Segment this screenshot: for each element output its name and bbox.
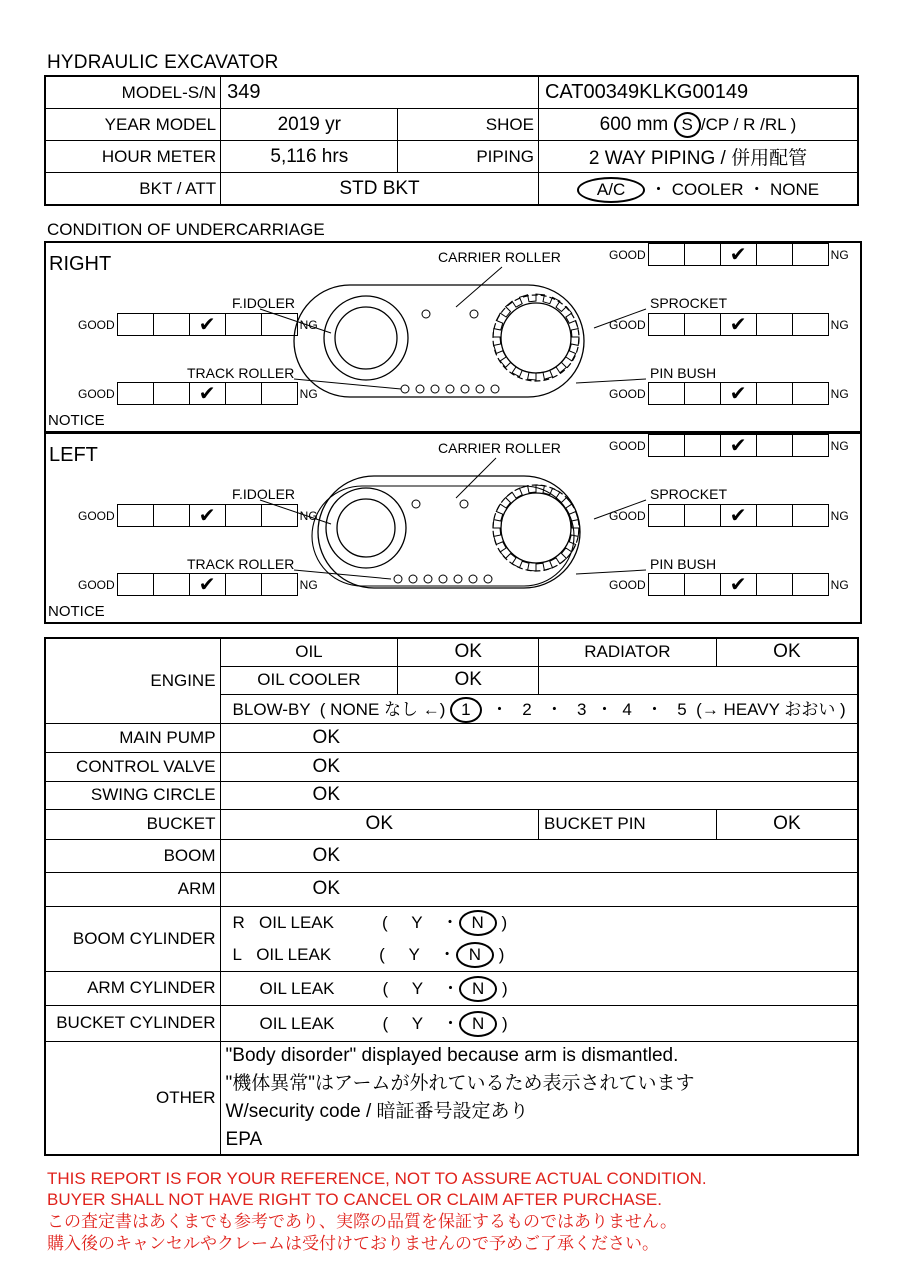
- left-pin-bush-rating-cell-1[interactable]: [649, 574, 685, 595]
- right-sprocket-rating-cell-2[interactable]: [685, 314, 721, 335]
- disclaimer-line-3: この査定書はあくまでも参考であり、実際の品質を保証するものではありません。: [47, 1212, 678, 1231]
- right-carrier-roller-rating[interactable]: [609, 243, 849, 266]
- bkt-value: STD BKT: [221, 173, 539, 206]
- right-sprocket-rating-cell-4[interactable]: [757, 314, 793, 335]
- bucket-cylinder-label: BUCKET CYLINDER: [45, 1005, 220, 1041]
- left-carrier-roller-rating-cell-2[interactable]: [685, 435, 721, 456]
- blowby-option-5: 5: [677, 699, 687, 719]
- bucket-label: BUCKET: [45, 809, 220, 839]
- boom-r-prefix: R: [232, 912, 245, 932]
- shoe-option-s: S: [674, 112, 701, 138]
- ac-option: A/C: [577, 177, 645, 203]
- arm-leak-answer: N: [459, 976, 497, 1002]
- left-carrier-roller-rating-cell-3[interactable]: [721, 435, 757, 456]
- blowby-none: ( NONE なし ←): [319, 699, 446, 719]
- undercarriage-left-panel: [44, 432, 862, 624]
- left-sprocket-label: SPROCKET: [650, 486, 728, 502]
- main-pump-label: MAIN PUMP: [45, 723, 220, 752]
- check-mark-icon: ✔: [729, 574, 747, 596]
- left-f-idoler-rating-ng-label: NG: [299, 508, 318, 523]
- undercarriage-title: CONDITION OF UNDERCARRIAGE: [47, 220, 325, 239]
- shoe-cell: 600 mm S /CP / R /RL ): [538, 109, 858, 141]
- shoe-option-cp: CP: [705, 114, 729, 134]
- bkt-label: BKT / ATT: [45, 173, 221, 206]
- piping-value: 2 WAY PIPING / 併用配管: [538, 141, 858, 173]
- document-title: HYDRAULIC EXCAVATOR: [47, 52, 279, 73]
- left-notice-label: NOTICE: [48, 603, 105, 620]
- right-carrier-roller-rating-cell-1[interactable]: [649, 244, 685, 265]
- right-pin-bush-rating-cell-1[interactable]: [649, 383, 685, 404]
- left-f-idoler-rating-good-label: GOOD: [78, 508, 115, 523]
- bucket-oil-leak: OIL LEAK: [259, 1014, 335, 1033]
- sprocket-teeth: [493, 485, 579, 571]
- blowby-option-4: 4: [622, 699, 632, 719]
- hour-label: HOUR METER: [45, 141, 221, 173]
- disclaimer-line-2: BUYER SHALL NOT HAVE RIGHT TO CANCEL OR CLAIM AFTER PURCHASE.: [47, 1190, 662, 1209]
- left-track-roller-rating-cell-2[interactable]: [154, 574, 190, 595]
- right-pin-bush-rating-cell-2[interactable]: [685, 383, 721, 404]
- arm-cylinder-cell: OIL LEAK ( Y ・ N ): [220, 971, 858, 1005]
- right-pin-bush-label: PIN BUSH: [650, 365, 717, 381]
- left-carrier-roller-rating-cell-1[interactable]: [649, 435, 685, 456]
- left-track-roller-label: TRACK ROLLER: [187, 556, 295, 572]
- blowby-option-3: 3: [577, 699, 587, 719]
- boom-l-oil-leak: OIL LEAK: [256, 944, 332, 964]
- model-sn-label: MODEL-S/N: [45, 76, 221, 109]
- shoe-option-rl: RL: [764, 114, 786, 134]
- left-pin-bush-rating-cell-2[interactable]: [685, 574, 721, 595]
- left-track-roller-rating-cell-5[interactable]: [262, 574, 297, 595]
- left-track-roller-rating-ng-label: NG: [299, 577, 318, 592]
- right-f-idoler-label: F.IDOLER: [232, 295, 296, 311]
- shoe-label: SHOE: [398, 109, 538, 141]
- oil-value: OK: [398, 638, 539, 666]
- right-carrier-roller-rating-ng-label: NG: [830, 247, 849, 262]
- cooler-option: COOLER: [671, 179, 744, 199]
- boom-value: OK: [220, 839, 858, 872]
- model-value: 349: [221, 76, 539, 109]
- shoe-value: 600 mm: [599, 113, 669, 135]
- right-pin-bush-rating-ng-label: NG: [830, 386, 849, 401]
- right-f-idoler-rating-cell-2[interactable]: [154, 314, 190, 335]
- arm-value: OK: [220, 872, 858, 906]
- other-notes: [220, 1041, 858, 1155]
- left-pin-bush-rating-cell-5[interactable]: [793, 574, 828, 595]
- left-f-idoler-rating-cell-1[interactable]: [118, 505, 154, 526]
- right-sprocket-label: SPROCKET: [650, 295, 728, 311]
- left-sprocket-rating[interactable]: [609, 504, 849, 527]
- bucket-yes: Y: [411, 1014, 424, 1033]
- right-carrier-roller-rating-cell-4[interactable]: [757, 244, 793, 265]
- left-f-idoler-rating-cell-3[interactable]: [190, 505, 226, 526]
- left-carrier-roller-rating-cell-5[interactable]: [793, 435, 828, 456]
- right-sprocket-rating[interactable]: [609, 313, 849, 336]
- right-pin-bush-rating-cell-3[interactable]: [721, 383, 757, 404]
- blowby-label: BLOW-BY: [232, 699, 311, 719]
- check-mark-icon: ✔: [198, 383, 216, 405]
- left-f-idoler-rating-cell-2[interactable]: [154, 505, 190, 526]
- oil-cooler-value: OK: [398, 666, 539, 694]
- boom-cylinder-cell: R OIL LEAK ( Y ・ N ) L OIL LEAK ( Y ・ N ): [220, 906, 858, 971]
- right-track-roller-rating-cell-5[interactable]: [262, 383, 297, 404]
- left-carrier-roller-rating[interactable]: [609, 434, 849, 457]
- shoe-option-r: R: [743, 114, 756, 134]
- right-carrier-roller-rating-cell-5[interactable]: [793, 244, 828, 265]
- right-track-roller-rating-cell-3[interactable]: [190, 383, 226, 404]
- left-carrier-roller-rating-cell-4[interactable]: [757, 435, 793, 456]
- check-mark-icon: ✔: [729, 435, 747, 457]
- other-line-4: EPA: [225, 1128, 263, 1150]
- check-mark-icon: ✔: [729, 383, 747, 405]
- boom-cylinder-label: BOOM CYLINDER: [45, 906, 220, 971]
- left-pin-bush-rating-ng-label: NG: [830, 577, 849, 592]
- right-f-idoler-rating-good-label: GOOD: [78, 317, 115, 332]
- right-carrier-roller-rating-cell-2[interactable]: [685, 244, 721, 265]
- year-label: YEAR MODEL: [45, 109, 221, 141]
- right-sprocket-rating-cell-3[interactable]: [721, 314, 757, 335]
- left-sprocket-rating-cell-1[interactable]: [649, 505, 685, 526]
- right-carrier-roller-label: CARRIER ROLLER: [438, 249, 561, 265]
- right-sprocket-rating-cell-1[interactable]: [649, 314, 685, 335]
- boom-r-oil-leak: OIL LEAK: [259, 912, 334, 932]
- right-track-roller-rating[interactable]: [78, 382, 318, 405]
- control-valve-label: CONTROL VALVE: [45, 752, 220, 781]
- left-sprocket-rating-cell-3[interactable]: [721, 505, 757, 526]
- boom-r-leak-answer: N: [459, 910, 497, 936]
- left-pin-bush-rating-cell-3[interactable]: [721, 574, 757, 595]
- right-f-idoler-rating-cell-3[interactable]: [190, 314, 226, 335]
- left-track-roller-rating-cell-4[interactable]: [226, 574, 262, 595]
- bucket-value: OK: [220, 809, 538, 839]
- left-track-roller-rating-cell-3[interactable]: [190, 574, 226, 595]
- condition-table: [44, 637, 859, 1156]
- serial-value: CAT00349KLKG00149: [538, 76, 858, 109]
- left-sprocket-rating-ng-label: NG: [830, 508, 849, 523]
- swing-circle-label: SWING CIRCLE: [45, 781, 220, 809]
- boom-r-yes: Y: [411, 912, 423, 932]
- disclaimer-line-4: 購入後のキャンセルやクレームは受付けておりませんので予めご了承ください。: [47, 1234, 659, 1253]
- oil-cooler-label: OIL COOLER: [220, 666, 398, 694]
- right-side-label: RIGHT: [49, 253, 112, 275]
- left-pin-bush-rating[interactable]: [609, 573, 849, 596]
- undercarriage-right-panel: [44, 241, 862, 433]
- left-f-idoler-rating-cell-5[interactable]: [262, 505, 297, 526]
- left-sprocket-rating-cell-2[interactable]: [685, 505, 721, 526]
- oil-label: OIL: [220, 638, 398, 666]
- check-mark-icon: ✔: [729, 314, 747, 336]
- year-value: 2019 yr: [221, 109, 398, 141]
- blowby-heavy: (→ HEAVY おおい ): [696, 699, 846, 719]
- other-line-2: "機体異常"はアームが外れているため表示されています: [225, 1072, 695, 1094]
- radiator-value: OK: [716, 638, 858, 666]
- bucket-cylinder-cell: OIL LEAK ( Y ・ N ): [220, 1005, 858, 1041]
- right-sprocket-rating-cell-5[interactable]: [793, 314, 828, 335]
- right-pin-bush-rating-cell-4[interactable]: [757, 383, 793, 404]
- left-side-label: LEFT: [49, 444, 98, 466]
- machine-info-table: [44, 75, 859, 206]
- left-f-idoler-rating[interactable]: [78, 504, 318, 527]
- right-track-roller-rating-cell-2[interactable]: [154, 383, 190, 404]
- engine-label: ENGINE: [45, 638, 220, 723]
- right-f-idoler-rating-cell-1[interactable]: [118, 314, 154, 335]
- left-track-roller-rating-cell-1[interactable]: [118, 574, 154, 595]
- control-valve-value: OK: [220, 752, 858, 781]
- check-mark-icon: ✔: [198, 314, 216, 336]
- check-mark-icon: ✔: [729, 244, 747, 266]
- hour-value: 5,116 hrs: [221, 141, 398, 173]
- right-track-roller-rating-cell-1[interactable]: [118, 383, 154, 404]
- right-track-roller-label: TRACK ROLLER: [187, 365, 295, 381]
- arm-cylinder-label: ARM CYLINDER: [45, 971, 220, 1005]
- right-sprocket-rating-good-label: GOOD: [609, 317, 646, 332]
- disclaimer-line-1: THIS REPORT IS FOR YOUR REFERENCE, NOT TO ASSURE ACTUAL CONDITION.: [47, 1169, 707, 1188]
- sprocket-teeth: [493, 294, 579, 380]
- blowby-option-1: 1: [450, 697, 481, 723]
- arm-oil-leak: OIL LEAK: [259, 979, 335, 998]
- boom-l-yes: Y: [408, 944, 420, 964]
- right-carrier-roller-rating-cell-3[interactable]: [721, 244, 757, 265]
- radiator-label: RADIATOR: [539, 638, 717, 666]
- boom-l-prefix: L: [232, 944, 243, 964]
- right-track-roller-rating-ng-label: NG: [299, 386, 318, 401]
- bucket-pin-value: OK: [716, 809, 858, 839]
- arm-label: ARM: [45, 872, 220, 906]
- other-line-1: "Body disorder" displayed because arm is dismantled.: [225, 1044, 679, 1066]
- left-track-roller-rating[interactable]: [78, 573, 318, 596]
- left-sprocket-rating-cell-5[interactable]: [793, 505, 828, 526]
- left-pin-bush-label: PIN BUSH: [650, 556, 717, 572]
- right-pin-bush-rating-good-label: GOOD: [609, 386, 646, 401]
- right-carrier-roller-rating-good-label: GOOD: [609, 247, 646, 262]
- right-pin-bush-rating-cell-5[interactable]: [793, 383, 828, 404]
- right-sprocket-rating-ng-label: NG: [830, 317, 849, 332]
- right-f-idoler-rating[interactable]: [78, 313, 318, 336]
- check-mark-icon: ✔: [729, 505, 747, 527]
- left-f-idoler-rating-cell-4[interactable]: [226, 505, 262, 526]
- right-notice-label: NOTICE: [48, 412, 105, 429]
- bucket-leak-answer: N: [459, 1011, 497, 1037]
- none-option: NONE: [769, 179, 820, 199]
- left-sprocket-rating-cell-4[interactable]: [757, 505, 793, 526]
- left-f-idoler-label: F.IDOLER: [232, 486, 296, 502]
- left-sprocket-rating-good-label: GOOD: [609, 508, 646, 523]
- piping-label: PIPING: [398, 141, 538, 173]
- ac-cell: A/C ・ COOLER ・ NONE: [538, 173, 858, 206]
- right-f-idoler-rating-cell-4[interactable]: [226, 314, 262, 335]
- swing-circle-value: OK: [220, 781, 858, 809]
- other-label: OTHER: [45, 1041, 220, 1155]
- right-pin-bush-rating[interactable]: [609, 382, 849, 405]
- boom-l-leak-answer: N: [456, 942, 494, 968]
- blowby-row: BLOW-BY ( NONE なし ←) 1 ・ 2 ・ 3 ・ 4 ・ 5 (→ HEAVY おおい ): [220, 694, 858, 723]
- main-pump-value: OK: [220, 723, 858, 752]
- left-track-roller-rating-good-label: GOOD: [78, 577, 115, 592]
- check-mark-icon: ✔: [198, 505, 216, 527]
- right-track-roller-rating-good-label: GOOD: [78, 386, 115, 401]
- arm-yes: Y: [411, 979, 424, 998]
- left-carrier-roller-rating-ng-label: NG: [830, 438, 849, 453]
- blowby-option-2: 2: [522, 699, 532, 719]
- right-f-idoler-rating-ng-label: NG: [299, 317, 318, 332]
- left-carrier-roller-rating-good-label: GOOD: [609, 438, 646, 453]
- other-line-3: W/security code / 暗証番号設定あり: [225, 1100, 529, 1122]
- boom-label: BOOM: [45, 839, 220, 872]
- left-pin-bush-rating-cell-4[interactable]: [757, 574, 793, 595]
- right-track-roller-rating-cell-4[interactable]: [226, 383, 262, 404]
- right-f-idoler-rating-cell-5[interactable]: [262, 314, 297, 335]
- check-mark-icon: ✔: [198, 574, 216, 596]
- left-carrier-roller-label: CARRIER ROLLER: [438, 440, 561, 456]
- left-pin-bush-rating-good-label: GOOD: [609, 577, 646, 592]
- bucket-pin-label: BUCKET PIN: [539, 809, 717, 839]
